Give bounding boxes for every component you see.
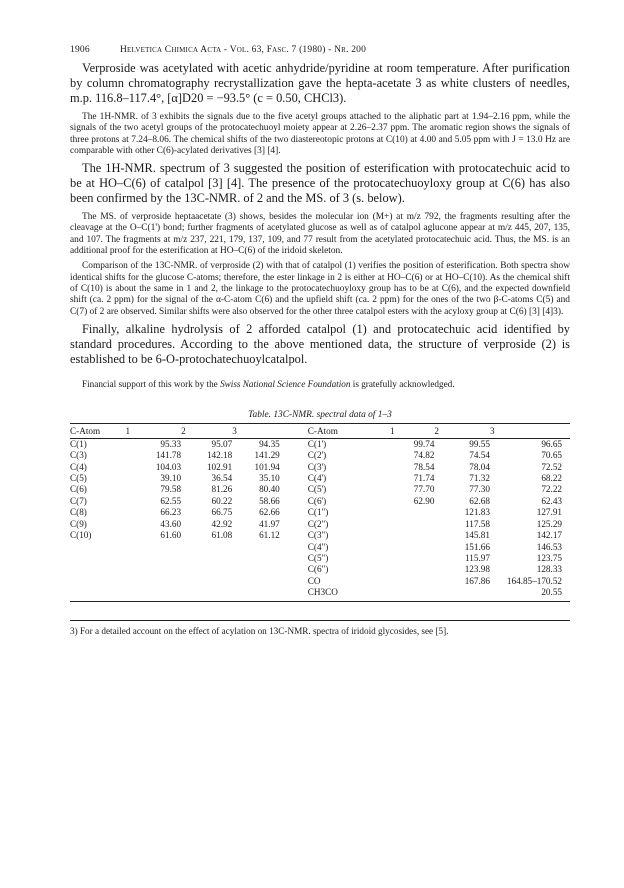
table-cell: 72.52 xyxy=(541,461,562,472)
table-cell xyxy=(126,576,182,587)
table-cell: 68.22 xyxy=(541,473,562,484)
table-cell: 123.98 xyxy=(464,564,490,575)
table-header-cell: 2 xyxy=(434,423,490,438)
table-cell: 141.29 xyxy=(254,450,280,461)
table-cell xyxy=(390,542,434,553)
table-cell: C(1') xyxy=(307,438,327,449)
table-cell: 121.83 xyxy=(464,507,490,518)
table-bottom-rule xyxy=(70,601,570,602)
table-cell xyxy=(181,587,232,598)
table-cell: 61.08 xyxy=(211,530,233,541)
table-cell: 78.04 xyxy=(469,461,490,472)
table-cell: 101.94 xyxy=(254,461,280,472)
table-cell: CO xyxy=(307,575,321,586)
table-cell: 41.97 xyxy=(259,518,280,529)
table-cell: C(4") xyxy=(307,541,329,552)
table-row xyxy=(70,438,570,450)
table-header-cell: 1 xyxy=(126,423,182,438)
table-row xyxy=(70,450,570,461)
table-row xyxy=(70,484,570,495)
table-cell: 104.03 xyxy=(155,461,182,472)
table-cell: 62.55 xyxy=(160,495,182,506)
table-cell: C(2") xyxy=(307,518,329,529)
page-number: 1906 xyxy=(70,45,90,55)
table-cell xyxy=(390,553,434,564)
table-cell: 127.91 xyxy=(536,507,562,518)
table-row xyxy=(70,564,570,575)
table-cell xyxy=(181,542,232,553)
table-row xyxy=(70,462,570,473)
table-cell: 95.33 xyxy=(160,438,182,449)
table-cell: 74.54 xyxy=(469,450,490,461)
table-cell xyxy=(232,564,288,575)
table-cell: 95.07 xyxy=(211,438,233,449)
table-cell: C(6") xyxy=(307,564,329,575)
table-cell xyxy=(70,576,126,587)
table-cell: 125.29 xyxy=(536,518,562,529)
table-cell xyxy=(232,542,288,553)
table-cell xyxy=(390,530,434,541)
table-cell: 167.86 xyxy=(464,575,490,586)
table-cell: C(5') xyxy=(307,484,327,495)
table-cell xyxy=(70,564,126,575)
nmr-table xyxy=(70,423,570,599)
table-cell: 62.66 xyxy=(259,507,280,518)
table-header-cell: 3 xyxy=(490,423,570,438)
table-cell: 43.60 xyxy=(160,518,182,529)
table-cell xyxy=(181,553,232,564)
table-row xyxy=(70,496,570,507)
table-cell: 96.65 xyxy=(541,438,562,449)
table-cell: 62.90 xyxy=(413,495,435,506)
table-header-cell: 1 xyxy=(390,423,434,438)
table-cell xyxy=(181,564,232,575)
table-cell: C(9) xyxy=(70,518,87,529)
table-cell: 146.53 xyxy=(536,541,562,552)
table-cell xyxy=(390,519,434,530)
running-header xyxy=(70,45,570,61)
table-cell: 35.10 xyxy=(259,473,280,484)
table-row xyxy=(70,587,570,598)
table-cell: 66.75 xyxy=(211,507,233,518)
table-cell: 117.58 xyxy=(465,518,490,529)
table-cell: 66.23 xyxy=(160,507,182,518)
table-cell xyxy=(434,587,490,598)
foundation-name: Swiss National Science Foundation xyxy=(220,378,351,389)
table-cell: 142.17 xyxy=(536,530,562,541)
table-cell: 123.75 xyxy=(536,552,562,563)
table-cell xyxy=(232,576,288,587)
table-cell: 115.97 xyxy=(465,552,490,563)
table-cell xyxy=(232,553,288,564)
table-cell: 70.65 xyxy=(541,450,562,461)
table-cell: 94.35 xyxy=(259,438,280,449)
table-cell: 80.40 xyxy=(259,484,280,495)
table-cell: 78.54 xyxy=(413,461,435,472)
table-cell: C(8) xyxy=(70,507,87,518)
table-cell: 61.60 xyxy=(160,530,182,541)
table-cell: 71.74 xyxy=(413,473,435,484)
table-cell: 74.82 xyxy=(413,450,435,461)
table-row xyxy=(70,553,570,564)
table-cell: C(10) xyxy=(70,530,92,541)
table-cell: C(3) xyxy=(70,450,87,461)
table-cell xyxy=(232,587,288,598)
table-cell: 145.81 xyxy=(464,530,490,541)
acknowledgement: Financial support of this work by the Swiss National Science Foundation is gratefully acknowledged. xyxy=(82,378,455,389)
table-cell xyxy=(126,553,182,564)
footnote: 3) For a detailed account on the effect of acylation on 13C-NMR. spectra of iridoid glycosides, see [5]. xyxy=(70,625,449,636)
table-row xyxy=(70,473,570,484)
table-cell xyxy=(126,587,182,598)
table-row xyxy=(70,507,570,518)
table-cell: C(4) xyxy=(70,461,87,472)
table-row xyxy=(70,576,570,587)
table-cell: 79.58 xyxy=(160,484,182,495)
table-cell: 58.66 xyxy=(259,495,280,506)
page xyxy=(70,45,570,637)
table-row xyxy=(70,542,570,553)
table-cell: 42.92 xyxy=(211,518,233,529)
table-cell: 81.26 xyxy=(211,484,233,495)
table-cell: 102.91 xyxy=(206,461,233,472)
table-cell: 62.43 xyxy=(541,495,562,506)
table-cell: 60.22 xyxy=(211,495,233,506)
table-cell xyxy=(390,564,434,575)
paragraph: The MS. of verproside heptaacetate (3) shows, besides the molecular ion (M+) at m/z 792, the fragments resulting after the cleavage at the O–C(1') bond; further fragments of acetylated glucose as well as of catalpol aglucone appear at m/z 445, 207, 135, and 107. The fragments at m/z 237, 221, 179, 137, 109, and 77 result from the acetylated protocatechuic acid. Thus, the MS. is an additional proof for the esterification at HO–C(6) of the iridoid skeleton. xyxy=(70,212,570,257)
table-cell: 72.22 xyxy=(541,484,562,495)
table-cell: 151.66 xyxy=(464,541,490,552)
table-cell: C(1) xyxy=(70,438,87,449)
table-cell xyxy=(70,542,126,553)
table-cell: C(2') xyxy=(307,450,327,461)
table-header-row xyxy=(70,423,570,438)
paragraph: The 1H-NMR. of 3 exhibits the signals due to the five acetyl groups attached to the aliphatic part at 1.94–2.16 ppm, while the signals of the two acetyl groups of the protocatechuoyl moiety appear at 2.26–2.37 ppm. The aromatic region shows the signals of three protons at 7.24–8.06. The chemical shifts of the two diastereotopic protons at C(10) at 4.00 and 5.05 ppm with J = 13.0 Hz are comparable with other C(6)-acylated derivatives [3] [4]. xyxy=(70,112,570,156)
table-cell: C(4') xyxy=(307,473,327,484)
table-cell: C(5") xyxy=(307,552,329,563)
table-cell: 62.68 xyxy=(469,495,490,506)
table-row xyxy=(70,519,570,530)
table-cell: C(3') xyxy=(307,461,327,472)
table-cell: 142.18 xyxy=(206,450,233,461)
table-cell: 77.30 xyxy=(469,484,490,495)
table-row xyxy=(70,530,570,541)
table-cell xyxy=(70,587,126,598)
table-header-cell: 3 xyxy=(232,423,288,438)
paragraph: Comparison of the 13C-NMR. of verproside (2) with that of catalpol (1) verifies the position of esterification. Both spectra show identical shifts for the glucose C-atoms; therefore, the ester linkage in 2 is either at HO–C(6) or at HO–C(10). As the chemical shift of C(10) is about the same in 1 and 2, the linkage to the protocatechuoyloxy group has to be at C(6), and the expected downfield shift (ca. 2 ppm) for the signal of the α-C-atom C(6) and the upfield shift (ca. 2 ppm) for the ones of the two β-C-atoms C(5) and C(7) of 2 are observed. Similar shifts were also observed for the other three catalpol esters with the acyloxy group at C(6) [3] [4]3). xyxy=(70,261,570,317)
table-cell: 39.10 xyxy=(160,473,182,484)
table-cell: 128.33 xyxy=(536,564,562,575)
table-cell: 36.54 xyxy=(211,473,233,484)
table-cell: CH3CO xyxy=(307,587,338,598)
body-text xyxy=(70,61,570,367)
footnote-rule xyxy=(70,620,570,621)
paragraph: The 1H-NMR. spectrum of 3 suggested the position of esterification with protocatechuic acid to be at HO–C(6) of catalpol [3] [4]. The presence of the protocatechuoyloxy group at C(6) has also been confirmed by the 13C-NMR. of 2 and the MS. of 3 (s. below). xyxy=(70,161,570,206)
table-cell: C(7) xyxy=(70,495,87,506)
table-cell: C(1") xyxy=(307,507,329,518)
table-cell: C(3") xyxy=(307,530,329,541)
table-cell xyxy=(390,507,434,518)
table-header-cell: 2 xyxy=(181,423,232,438)
table-cell: 77.70 xyxy=(413,484,435,495)
table-cell xyxy=(70,553,126,564)
table-cell: 20.55 xyxy=(541,587,562,598)
table-cell: C(6') xyxy=(307,495,327,506)
table-cell: C(5) xyxy=(70,473,87,484)
table-header-cell: C-Atom xyxy=(288,423,390,438)
table-header-cell: C-Atom xyxy=(70,423,126,438)
table-cell: 61.12 xyxy=(259,530,280,541)
journal-title: Helvetica Chimica Acta - Vol. 63, Fasc. 7 (1980) - Nr. 200 xyxy=(120,45,367,55)
table-cell: C(6) xyxy=(70,484,87,495)
table-cell: 164.85–170.52 xyxy=(506,575,562,586)
table-cell xyxy=(181,576,232,587)
table-cell: 99.55 xyxy=(469,438,490,449)
table-cell xyxy=(126,542,182,553)
table-body xyxy=(70,438,570,598)
table-cell xyxy=(126,564,182,575)
table-caption: Table. 13C-NMR. spectral data of 1–3 xyxy=(248,409,392,420)
table-cell: 141.78 xyxy=(155,450,182,461)
paragraph: Finally, alkaline hydrolysis of 2 afforded catalpol (1) and protocatechuic acid identified by standard procedures. According to the above mentioned data, the structure of verproside (2) is established to be 6-O-protochatechuoylcatalpol. xyxy=(70,321,570,366)
table-cell: 99.74 xyxy=(413,438,435,449)
table-cell xyxy=(390,576,434,587)
table-cell: 71.32 xyxy=(469,473,490,484)
paragraph: Verproside was acetylated with acetic anhydride/pyridine at room temperature. After purification by column chromatography recrystallization gave the hepta-acetate 3 as white clusters of needles, m.p. 116.8–117.4°, [α]D20 = −93.5° (c = 0.50, CHCl3). xyxy=(70,61,570,105)
table-cell xyxy=(390,587,434,598)
